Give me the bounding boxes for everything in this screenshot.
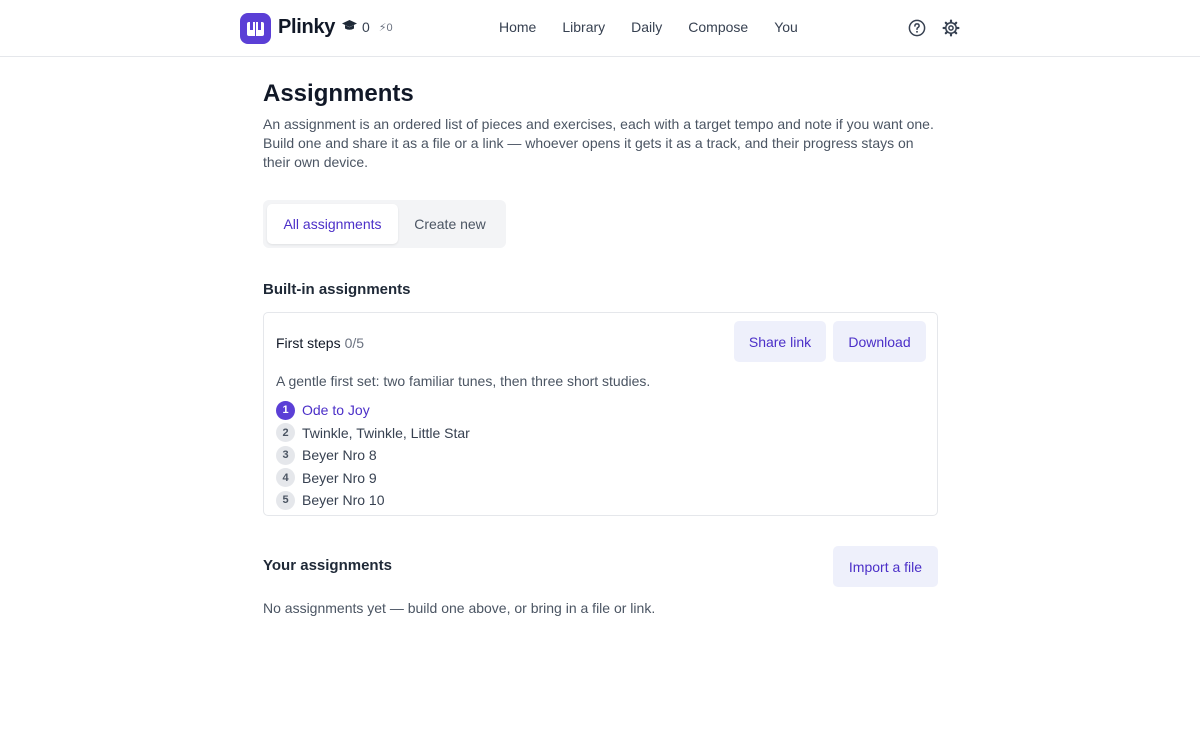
page-description: An assignment is an ordered list of pieces and exercises, each with a target tempo and note if you want one. Build one and share it as a file or a link — whoever opens it gets it as a track, and their progress stays on their own device. xyxy=(263,116,934,170)
download-button[interactable]: Download xyxy=(833,321,926,362)
xp-stat xyxy=(379,21,393,34)
help-circle-icon[interactable] xyxy=(908,19,926,37)
item-number: 3 xyxy=(276,446,295,465)
list-item[interactable] xyxy=(276,444,470,467)
item-label: Beyer Nro 8 xyxy=(302,447,377,464)
nav-daily[interactable]: Daily xyxy=(631,19,663,35)
list-item[interactable] xyxy=(276,399,470,422)
app-logo-icon[interactable] xyxy=(240,13,271,44)
nav-you[interactable]: You xyxy=(774,19,798,35)
builtin-section-title: Built-in assignments xyxy=(263,281,411,298)
import-file-button[interactable]: Import a file xyxy=(833,546,938,587)
list-item[interactable] xyxy=(276,489,470,512)
nav-home[interactable]: Home xyxy=(499,19,537,35)
tab-create-new[interactable]: Create new xyxy=(414,216,486,232)
nav-library[interactable]: Library xyxy=(562,19,606,35)
item-label: Beyer Nro 9 xyxy=(302,469,377,486)
share-link-button[interactable]: Share link xyxy=(734,321,826,362)
card-title xyxy=(276,335,364,351)
item-number: 5 xyxy=(276,491,295,510)
list-item[interactable] xyxy=(276,467,470,490)
page-title: Assignments xyxy=(263,80,414,107)
item-label: Beyer Nro 10 xyxy=(302,492,385,509)
your-assignments-title: Your assignments xyxy=(263,557,392,574)
item-number: 2 xyxy=(276,423,295,442)
item-label: Twinkle, Twinkle, Little Star xyxy=(302,424,470,441)
main-nav xyxy=(499,19,824,35)
assignment-items xyxy=(276,399,470,512)
top-bar xyxy=(0,0,1200,57)
streak-count: 0 xyxy=(362,19,370,35)
assignment-tabs xyxy=(263,200,506,248)
nav-compose[interactable]: Compose xyxy=(688,19,749,35)
bolt-icon: ⚡ xyxy=(378,21,387,34)
empty-state-text: No assignments yet — build one above, or bring in a file or link. xyxy=(263,600,656,616)
assignment-name: First steps xyxy=(276,335,341,351)
assignment-card xyxy=(263,312,938,516)
item-number: 4 xyxy=(276,468,295,487)
user-stats xyxy=(342,19,393,35)
gear-icon[interactable] xyxy=(942,19,960,37)
item-number: 1 xyxy=(276,401,295,420)
page-intro xyxy=(263,80,938,172)
card-description: A gentle first set: two familiar tunes, then three short studies. xyxy=(276,373,651,389)
brand-name[interactable]: Plinky xyxy=(278,16,336,38)
assignment-progress: 0/5 xyxy=(344,335,365,351)
graduation-cap-icon xyxy=(342,19,357,35)
tab-all-assignments[interactable]: All assignments xyxy=(267,204,398,244)
list-item[interactable] xyxy=(276,422,470,445)
item-label: Ode to Joy xyxy=(302,402,370,419)
xp-count: 0 xyxy=(386,21,393,34)
